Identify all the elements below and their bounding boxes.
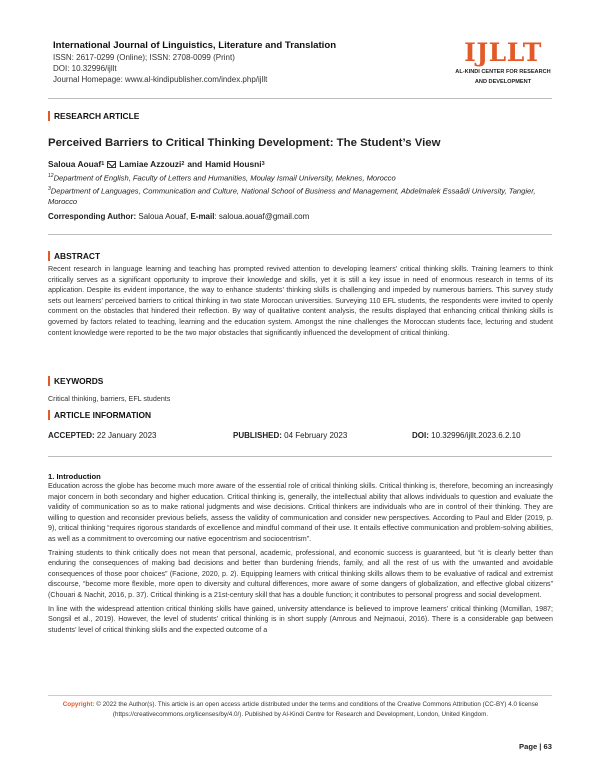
doi-value[interactable]: 10.32996/ijllt.2023.6.2.10 <box>428 431 521 440</box>
corresponding-label: Corresponding Author: <box>48 212 137 221</box>
abstract-text <box>48 264 553 341</box>
accepted-label: ACCEPTED: <box>48 431 95 440</box>
section-bar <box>48 251 50 261</box>
published-value: 04 February 2023 <box>281 431 348 440</box>
corresponding-name: Saloua Aouaf, <box>138 212 189 221</box>
affiliation-1-text: Department of English, Faculty of Letters and Humanities, Moulay Ismail University, Meknes, Morocco <box>53 173 396 183</box>
affiliation-2 <box>48 184 558 208</box>
copyright-label: Copyright: <box>62 701 95 708</box>
affiliation-2-text: Department of Languages, Communication and Culture, National School of Business and Management, Abdelmalek Essaâdi University, Tangier, Morocco <box>48 186 536 207</box>
copyright-text: © 2022 the Author(s). This article is an open access article distributed under the terms and conditions of the Creative Commons Attribution (CC-BY) 4.0 license (https://creativecommons.org/licenses/by/4.0/). Published by Al-Kindi Centre for Research and Development, London, United Kingdom. <box>94 701 539 718</box>
ijllt-logo <box>448 40 558 86</box>
section-bar <box>48 111 50 121</box>
intro-divider <box>48 456 552 457</box>
email-label: E-mail <box>190 212 215 221</box>
intro-paragraph-3: In line with the widespread attention critical thinking skills have gained, university attendance is believed to improve learners’ critical thinking (Mcmillan, 1987; Songsil et al., 2019). However, the level of students’ critical thinking is in short supply (Amrous and Nejmaoui, 2016). There is a considerable gap between students’ level of critical thinking skills and the expected outcome of a <box>48 604 553 634</box>
accepted-date <box>48 431 157 440</box>
journal-homepage: Journal Homepage: www.al-kindipublisher.com/index.php/ijllt <box>53 75 268 85</box>
keywords-title: KEYWORDS <box>54 376 104 386</box>
logo-sub-1: AL-KINDI CENTER FOR RESEARCH <box>455 69 551 75</box>
abstract-paragraph: Recent research in language learning and teaching has prompted revived attention to developing learners’ critical thinking skills. Training learners to think critically serves as a significant opportunity to improve their knowledge and skills, yet it is still a key issue in need of enormous research in terms of its application. Despite its evident importance, the way to enhance students’ thinking skills is challenging and impeded by numerous barriers. This survey study sets out learners’ perceived barriers to critical thinking in two state Moroccan universities. Surveying 110 EFL students, the respondents were invited to openly comment on the obstacles that hindered their reflection. By way of qualitative content analysis, the results displayed that enhancing critical thinking skills is governed by factors related to teaching, learning and the education system. Amongst the nine challenges the Moroccan students face, lecturing and student content knowledge were reported to be the two major obstacles that significantly influenced the development of critical thinking. <box>48 265 553 337</box>
abstract-divider <box>48 234 552 235</box>
author-1-sup: 1 <box>101 161 105 167</box>
abstract-heading <box>48 251 100 261</box>
accepted-value: 22 January 2023 <box>94 431 157 440</box>
mail-icon[interactable] <box>107 161 116 168</box>
author-3[interactable]: Hamid Housni <box>205 159 262 169</box>
author-3-sup: 3 <box>261 161 265 167</box>
keywords-list: Critical thinking, barriers, EFL students <box>48 395 171 403</box>
logo-name: IJLLT <box>464 38 542 67</box>
affiliation-1-sup: 12 <box>48 173 54 179</box>
copyright-footer <box>48 700 553 719</box>
author-and: and <box>187 159 203 169</box>
intro-body <box>48 481 553 638</box>
article-title: Perceived Barriers to Critical Thinking Development: The Student’s View <box>48 137 441 149</box>
keywords-heading <box>48 376 103 386</box>
intro-heading: 1. Introduction <box>48 472 101 481</box>
header-divider <box>48 98 552 99</box>
article-doi <box>412 431 521 440</box>
abstract-title: ABSTRACT <box>54 251 101 261</box>
journal-doi: DOI: 10.32996/ijllt <box>53 64 117 74</box>
published-label: PUBLISHED: <box>233 431 282 440</box>
journal-header <box>53 40 453 86</box>
doi-label: DOI: <box>412 431 429 440</box>
affiliation-2-sup: 3 <box>48 186 51 192</box>
article-type: RESEARCH ARTICLE <box>54 111 140 121</box>
journal-issn: ISSN: 2617-0299 (Online); ISSN: 2708-0099 (Print) <box>53 53 235 62</box>
article-info-title: ARTICLE INFORMATION <box>54 410 152 420</box>
intro-paragraph-1: Education across the globe has become much more aware of the essential role of critical thinking skills. Critical thinking is, therefore, becoming an increasingly major concern in both secondary and higher education. Critical thinking is, generally, the intellectual ability that allows individuals to question and evaluate the validity of communication so as to make rational judgments and wise decisions. Critical thinkers are individuals who are in control of their thinking. They are willing to question and reconsider previous beliefs, assess the validity of communication and consider new perspectives. According to Paul and Elder (2019, p. 9), critical thinking “requires rigorous standards of excellence and mindful command of their use. It entails effective communication and problem-solving abilities, as well as a commitment to overcoming our native egocentrism and sociocentrism”. <box>48 482 553 543</box>
author-list <box>48 159 265 169</box>
email-address[interactable]: : saloua.aouaf@gmail.com <box>214 212 310 221</box>
logo-sub-2: AND DEVELOPMENT <box>474 79 532 85</box>
keywords-text <box>48 394 553 408</box>
journal-title: International Journal of Linguistics, Literature and Translation <box>53 40 337 51</box>
published-date <box>233 431 347 440</box>
section-bar <box>48 410 50 420</box>
author-1[interactable]: Saloua Aouaf <box>48 159 102 169</box>
affiliation-1 <box>48 171 558 184</box>
intro-paragraph-2: Training students to think critically does not mean that personal, academic, professional, and economic success is guaranteed, but “it is clearly better than enduring the consequences of making bad decisions and better than burdening friends, family, and all the rest of us with the unwanted and avoidable consequences of those poor choices” (Facione, 2020, p. 2). Equipping learners with critical thinking skills allows them to be evaluative of radical and extremist discourse, “become more flexible, more open to diversity and cultural differences, more aware of some dangers of globalization, and effective global citizens” (Chouari & Nachit, 2016, p. 37). Critical thinking is a 21st-century skill that has a double function; it contributes to personal progress and social development. <box>48 548 553 599</box>
author-2[interactable]: Lamiae Azzouzi <box>119 159 182 169</box>
article-info-heading <box>48 410 151 420</box>
corresponding-author <box>48 212 309 221</box>
footer-divider <box>48 695 552 696</box>
article-type-heading <box>48 111 139 121</box>
author-2-sup: 2 <box>181 161 185 167</box>
section-bar <box>48 376 50 386</box>
page-number: Page | 63 <box>519 742 552 751</box>
